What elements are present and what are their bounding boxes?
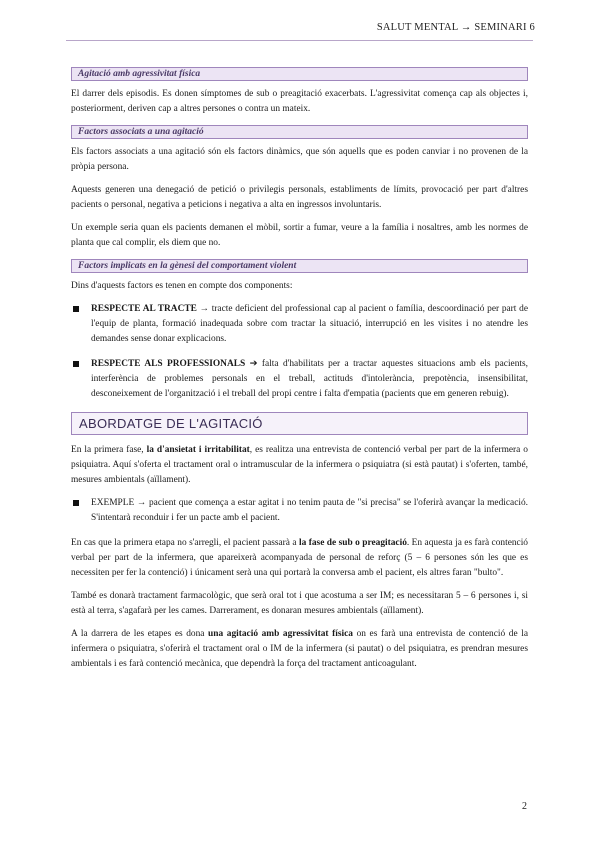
bullet-square-icon <box>73 361 79 367</box>
header-rule <box>66 40 533 41</box>
section-heading-associated-factors: Factors associats a una agitació <box>71 125 528 139</box>
paragraph: Els factors associats a una agitació són els factors dinàmics, que són aquells que es poden canviar i no provenen de la pròpia persona. <box>71 147 528 172</box>
text-run: En la primera fase, <box>71 445 147 455</box>
paragraph: Aquests generen una denegació de petició o privilegis personals, establiments de límits, provocació per part d'altres pacients o personal, negativa a peticions i negativa a alta en ingressos involuntaris. <box>71 185 528 210</box>
bullet-list <box>71 302 528 402</box>
text-run: . En aquesta ja es farà contenció verbal per part de la infermera, que apareixerà acompanyada de personal de reforç (5 – 6 persones són les que es necessiten per fer la contenció) i únicament serà una qui portarà la conversa amb el pacient, els altres faran "bulto". <box>71 538 528 578</box>
emphasis-phase-2: la fase de sub o preagitació <box>299 538 407 548</box>
list-item <box>71 302 528 347</box>
bullet-square-icon <box>73 500 79 506</box>
text-run: , es realitza una entrevista de contenció verbal per part de la infermera o psiquiatra. Aquí s'oferta el tractament oral o intramuscular de la infermera o psiquiatra (si està pautat) i s'oferten, també, mesures ambientals (aïllament). <box>71 445 528 485</box>
emphasis-phase-1: la d'ansietat i irritabilitat <box>146 445 250 455</box>
emphasis-phase-3: una agitació amb agressivitat física <box>208 629 353 639</box>
paragraph <box>71 627 528 672</box>
bullet-term: RESPECTE ALS PROFESSIONALS <box>91 359 246 369</box>
paragraph: Dins d'aquests factors es tenen en compte dos components: <box>71 281 293 291</box>
paragraph: Un exemple seria quan els pacients demanen el mòbil, sortir a fumar, veure a la família i nosaltres, amb les normes de planta que cal complir, els diem que no. <box>71 223 528 248</box>
paragraph <box>71 536 528 581</box>
document-body <box>71 67 528 680</box>
text-run: En cas que la primera etapa no s'arregli, el pacient passarà a <box>71 538 300 548</box>
list-item <box>71 357 528 402</box>
list-item <box>71 496 528 526</box>
paragraph <box>71 443 528 488</box>
section-heading-violence-factors: Factors implicats en la gènesi del comportament violent <box>71 259 528 273</box>
bullet-text: → tracte deficient del professional cap al pacient o família, descoordinació per part de l'equip de planta, formació inadequada sobre com tractar la situació, interrupció en les visites i no atendre les demandes sense donar explicacions. <box>91 304 528 344</box>
section-heading-agitation-aggression: Agitació amb agressivitat física <box>71 67 528 81</box>
bullet-text: ➔ falta d'habilitats per a tractar aquestes situacions amb els pacients, interferència de problemes personals en el treball, actituds d'intolerància, prepotència, insensibilitat, desconeixement de l'organització i el treball del propi centre i falta d'empatia (pacients que em generen rebuig). <box>91 359 528 399</box>
example-text: EXEMPLE → pacient que comença a estar agitat i no tenim pauta de "si precisa" se l'oferirà avançar la medicació. S'intentarà reconduir i fer un pacte amb el pacient. <box>91 498 528 523</box>
section-heading-agitation-approach: ABORDATGE DE L'AGITACIÓ <box>71 412 528 435</box>
paragraph: El darrer dels episodis. Es donen símptomes de sub o preagitació exacerbats. L'agressivitat comença cap als objectes i, posteriorment, deriven cap a altres persones o contra un mateix. <box>71 89 528 114</box>
bullet-term: RESPECTE AL TRACTE <box>91 304 197 314</box>
running-header: SALUT MENTAL → SEMINARI 6 <box>376 22 535 33</box>
paragraph: També es donarà tractament farmacològic, que serà oral tot i que acostuma a ser IM; es necessitaran 5 – 6 persones i, si està al terra, s'agafarà per les cames. Darrerament, es donaran mesures ambientals (aïllament). <box>71 591 528 616</box>
example-list <box>71 496 528 526</box>
bullet-square-icon <box>73 306 79 312</box>
text-run: on es farà una entrevista de contenció de la infermera o psiquiatra, s'oferirà el tractament oral o IM de la infermera (si pautat) o del psiquiatra, es prendran mesures ambientals i es farà contenció mecànica, que dependrà la força del tractament anticoagulant. <box>71 629 528 669</box>
page-number: 2 <box>522 801 527 812</box>
text-run: A la darrera de les etapes es dona <box>71 629 209 639</box>
